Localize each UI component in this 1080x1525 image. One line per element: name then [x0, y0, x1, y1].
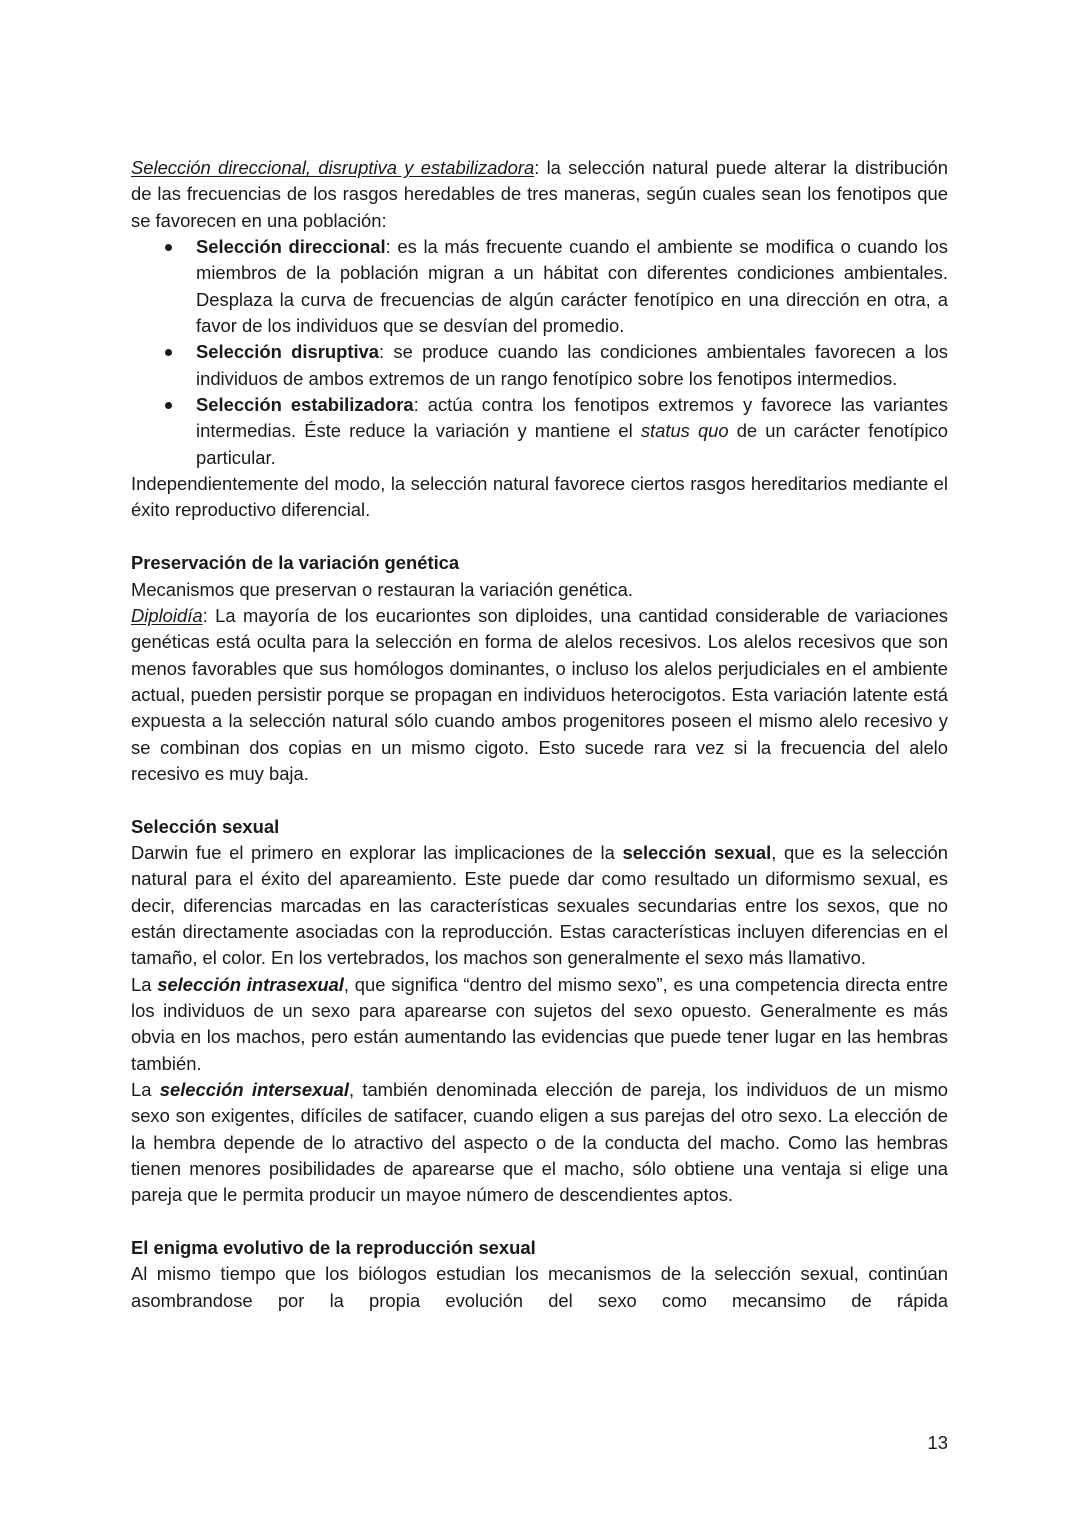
bullet-icon [165, 402, 172, 409]
text-directional: : es la más frecuente cuando el ambiente se modifica o cuando los miembros de la población migran a un hábitat con diferentes condiciones ambientales. Desplaza la curva de frecuencias de algún carácter fenotípico en una dirección en otra, a favor de los individuos que se desvían del promedio. [196, 236, 948, 337]
text-sexual-selection-after: , que es la selección natural para el éxito del apareamiento. Este puede dar como resultado un diformismo sexual, es decir, diferencias marcadas en las características sexuales secundarias entre los sexos, que no están directamente asociadas con la reproducción. Estas características incluyen diferencias en el tamaño, el color. En los vertebrados, los machos son generalmente el sexo más llamativo. [131, 841, 949, 969]
spacer [131, 1209, 948, 1235]
term-directional: Selección direccional [196, 236, 386, 258]
heading-sexual-selection: Selección sexual [131, 815, 280, 837]
text-status-quo: status quo [640, 420, 729, 442]
term-diploidy: Diploidía [131, 604, 203, 626]
list-item-directional [196, 234, 948, 339]
list-item-stabilizing [196, 392, 948, 471]
text-stabilizing-before: : actúa contra los fenotipos extremos y favorece las variantes intermedias. Éste reduce la variación y mantiene el [196, 394, 948, 442]
text-intersexual-after: , también denominada elección de pareja, los individuos de un mismo sexo son exigentes, difíciles de satifacer, cuando eligen a sus parejas del otro sexo. La elección de la hembra depende de lo atractivo del aspecto o de la conducta del macho. Como las hembras tienen menores posibilidades de aparearse que el macho, sólo obtiene una ventaja si elige una pareja que le permita producir un mayoe número de descendientes aptos. [131, 1079, 948, 1206]
text-intrasexual-before: La [131, 973, 158, 995]
term-disruptive: Selección disruptiva [196, 341, 380, 363]
term-intrasexual: selección intrasexual [157, 973, 344, 995]
paragraph-sexual-selection [131, 840, 948, 972]
text-sexual-selection-before: Darwin fue el primero en explorar las implicaciones de la [131, 841, 623, 863]
text-stabilizing-after: de un carácter fenotípico particular. [196, 420, 948, 468]
paragraph-diploidy [131, 603, 948, 787]
paragraph-evolutionary-enigma: Al mismo tiempo que los biólogos estudian los mecanismos de la selección sexual, continúan asombrandose por la propia evolución del sexo como mecansimo de rápida [131, 1263, 948, 1311]
term-sexual-selection: selección sexual [622, 841, 772, 863]
bullet-icon [165, 244, 172, 251]
paragraph-intersexual [131, 1077, 948, 1209]
heading-genetic-variation: Preservación de la variación genética [131, 552, 460, 574]
paragraph-selection-closing: Independientemente del modo, la selección natural favorece ciertos rasgos hereditarios mediante el éxito reproductivo diferencial. [131, 473, 948, 521]
paragraph-genetic-variation-intro: Mecanismos que preservan o restauran la variación genética. [131, 578, 633, 600]
text-diploidy: : La mayoría de los eucariontes son diploides, una cantidad considerable de variaciones genéticas está oculta para la selección en forma de alelos recesivos. Los alelos recesivos que son menos favorables que sus homólogos dominantes, o incluso los alelos perjudiciales en el ambiente actual, pueden persistir porque se propagan en individuos heterocigotos. Esta variación latente está expuesta a la selección natural sólo cuando ambos progenitores poseen el mismo alelo recesivo y se combinan dos copias en un mismo cigoto. Esto sucede rara vez si la frecuencia del alelo recesivo es muy baja. [131, 604, 948, 784]
text-selection-types: : la selección natural puede alterar la distribución de las frecuencias de los rasgos heredables de tres maneras, según cuales sean los fenotipos que se favorecen en una población: [131, 157, 948, 231]
document-page [131, 155, 948, 1314]
spacer [131, 524, 948, 550]
spacer [131, 787, 948, 813]
selection-types-list [131, 234, 948, 471]
page-number: 13 [927, 1432, 948, 1453]
text-intrasexual-after: , que significa “dentro del mismo sexo”, es una competencia directa entre los individuos de un sexo para aparearse con sujetos del sexo opuesto. Generalmente es más obvia en los machos, pero están aumentando las evidencias que puede tener lugar en las hembras también. [131, 973, 948, 1074]
text-intersexual-before: La [131, 1079, 160, 1101]
paragraph-intrasexual [131, 972, 948, 1077]
bullet-icon [165, 349, 172, 356]
term-intersexual: selección intersexual [159, 1079, 349, 1101]
text-disruptive: : se produce cuando las condiciones ambientales favorecen a los individuos de ambos extremos de un rango fenotípico sobre los fenotipos intermedios. [196, 341, 948, 389]
paragraph-selection-types [131, 155, 948, 234]
heading-evolutionary-enigma: El enigma evolutivo de la reproducción sexual [131, 1237, 536, 1259]
term-selection-types: Selección direccional, disruptiva y estabilizadora [131, 157, 535, 178]
list-item-disruptive [196, 339, 948, 392]
term-stabilizing: Selección estabilizadora [196, 394, 414, 416]
